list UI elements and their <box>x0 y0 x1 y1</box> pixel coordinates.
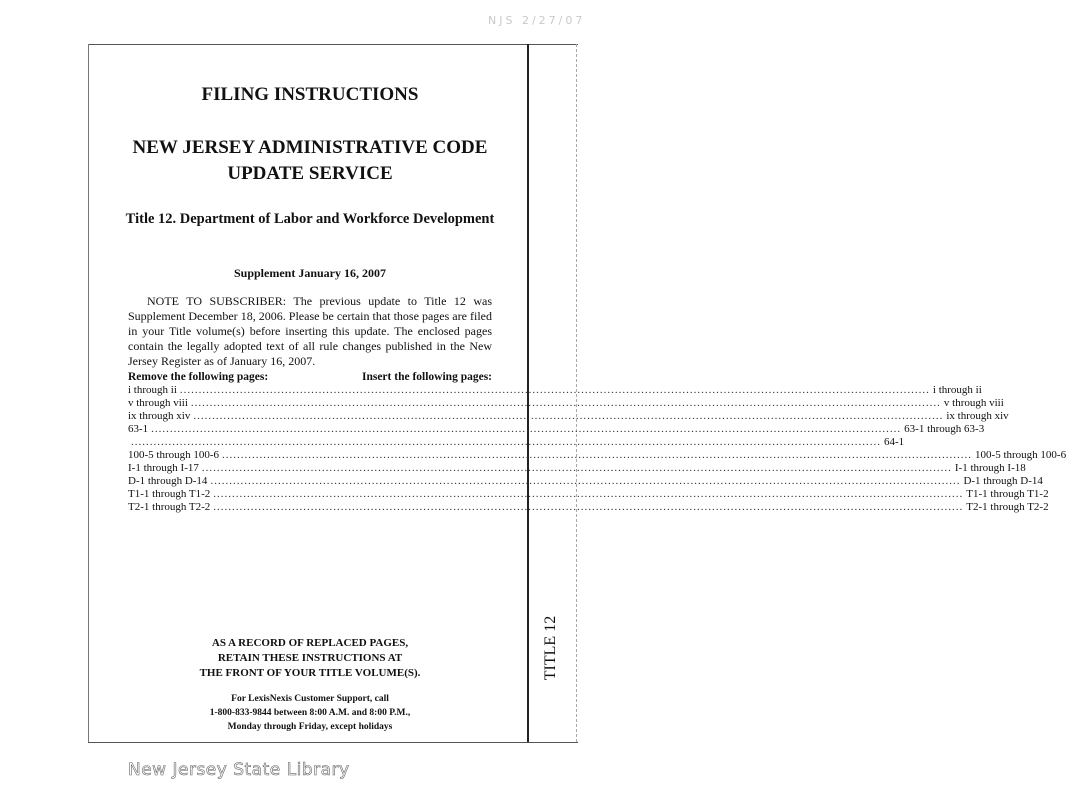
subscriber-note: NOTE TO SUBSCRIBER: The previous update to Title 12 was Supplement December 18, 2006. Please be certain that those pages are filed in your Title volume(s) before inserting this update. The enclosed pages contain the legally adopted text of all rule changes published in the New Jersey Register as of January 16, 2007. <box>128 294 492 368</box>
insert-pages: 64-1 <box>884 436 905 448</box>
insert-pages: T1-1 through T1-2 <box>966 488 1049 500</box>
retain-line1: AS A RECORD OF REPLACED PAGES, <box>211 637 409 649</box>
table-rows <box>128 384 1066 514</box>
insert-pages: 63-1 through 63-3 <box>904 423 985 435</box>
insert-pages: i through ii <box>932 384 982 396</box>
remove-pages: T2-1 through T2-2 <box>128 501 211 513</box>
dot-leader: ........................................................................................................................................................................................................ <box>190 397 941 409</box>
table-row <box>128 397 1004 410</box>
table-row <box>128 410 1009 423</box>
table-row <box>128 501 1049 514</box>
dot-leader: ........................................................................................................................................................................................................ <box>131 436 881 448</box>
code-title <box>118 135 502 187</box>
insert-pages: T2-1 through T2-2 <box>966 501 1049 513</box>
insert-header: Insert the following pages: <box>361 371 492 383</box>
table-row <box>128 462 1026 475</box>
customer-support <box>118 692 502 734</box>
insert-pages: 100-5 through 100-6 <box>975 449 1066 461</box>
support-line1: For LexisNexis Customer Support, call <box>231 694 389 704</box>
insert-pages: ix through xiv <box>946 410 1009 422</box>
remove-pages: 63-1 <box>128 423 149 435</box>
page-title: FILING INSTRUCTIONS <box>201 84 419 105</box>
supplement-date: Supplement January 16, 2007 <box>233 266 387 280</box>
library-watermark: New Jersey State Library <box>128 760 350 780</box>
support-line3: Monday through Friday, except holidays <box>227 722 393 732</box>
insert-pages: I-1 through I-18 <box>954 462 1026 474</box>
remove-pages: I-1 through I-17 <box>128 462 199 474</box>
dot-leader: ........................................................................................................................................................................................................ <box>179 384 930 396</box>
table-row <box>128 436 905 449</box>
remove-header: Remove the following pages: <box>128 371 269 383</box>
retain-line2: RETAIN THESE INSTRUCTIONS AT <box>217 652 403 664</box>
table-header <box>128 371 492 384</box>
page-replacement-table <box>128 371 1066 514</box>
dot-leader: ........................................................................................................................................................................................................ <box>213 501 964 513</box>
retain-line3: THE FRONT OF YOUR TITLE VOLUME(S). <box>199 667 421 679</box>
dot-leader: ........................................................................................................................................................................................................ <box>213 488 964 500</box>
remove-pages: D-1 through D-14 <box>128 475 208 487</box>
support-line2: 1-800-833-9844 between 8:00 A.M. and 8:00 P.M., <box>209 708 411 718</box>
dot-leader: ........................................................................................................................................................................................................ <box>210 475 961 487</box>
dot-leader: ........................................................................................................................................................................................................ <box>151 423 902 435</box>
table-row <box>128 488 1049 501</box>
insert-pages: D-1 through D-14 <box>963 475 1043 487</box>
remove-pages: v through viii <box>128 397 188 409</box>
date-stamp: NJS 2/27/07 <box>488 14 586 27</box>
retain-instructions <box>118 636 502 681</box>
table-row <box>128 423 985 436</box>
dot-leader: ........................................................................................................................................................................................................ <box>201 462 952 474</box>
dot-leader: ........................................................................................................................................................................................................ <box>193 410 944 422</box>
table-row <box>128 475 1043 488</box>
frame-bottom-border <box>88 742 578 743</box>
code-title-line2: UPDATE SERVICE <box>227 163 393 184</box>
remove-pages: ix through xiv <box>128 410 191 422</box>
remove-pages: i through ii <box>128 384 177 396</box>
table-row <box>128 449 1066 462</box>
title-tab-label: TITLE 12 <box>542 615 559 681</box>
table-row <box>128 384 982 397</box>
code-title-line1: NEW JERSEY ADMINISTRATIVE CODE <box>132 137 488 158</box>
remove-pages: T1-1 through T1-2 <box>128 488 211 500</box>
insert-pages: v through viii <box>943 397 1004 409</box>
dot-leader: ........................................................................................................................................................................................................ <box>222 449 973 461</box>
title-heading: Title 12. Department of Labor and Workforce Development <box>125 211 495 227</box>
frame-left-border <box>88 44 89 742</box>
remove-pages: 100-5 through 100-6 <box>128 449 220 461</box>
frame-top-border <box>88 44 578 45</box>
